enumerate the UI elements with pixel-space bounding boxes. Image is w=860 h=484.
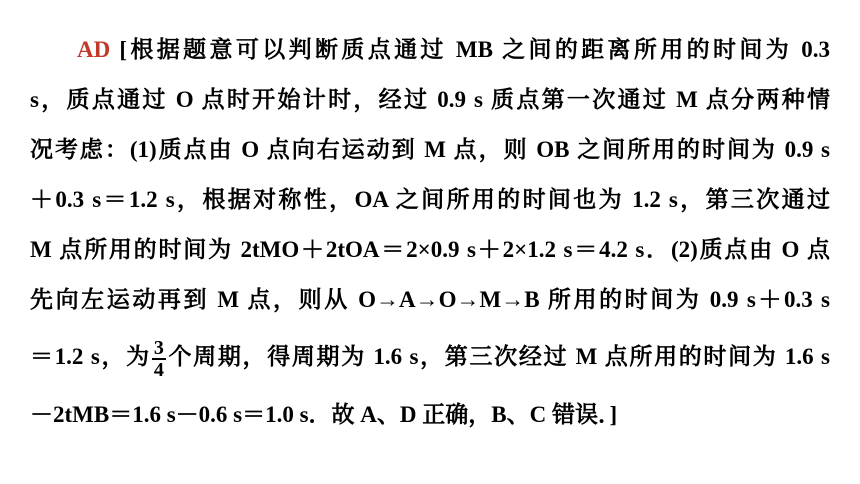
text-segment: M 点所用的时间为 2tMO＋2tOA＝2×0.9 s＋2×1.2 s＝4.2 s．(2)质点由 O 点 bbox=[30, 237, 830, 262]
answer-label: AD bbox=[77, 37, 111, 62]
text-segment: ＋0.3 s＝1.2 s，根据对称性，OA 之间所用的时间也为 1.2 s，第三次通过 bbox=[30, 187, 830, 212]
text-segment: ＝1.2 s，为 bbox=[30, 344, 151, 369]
fraction-three-quarters bbox=[152, 338, 166, 380]
text-line-5 bbox=[30, 230, 830, 270]
text-line-7 bbox=[30, 336, 830, 381]
text-line-3 bbox=[30, 130, 830, 170]
text-line-1 bbox=[77, 30, 830, 70]
text-line-4 bbox=[30, 180, 830, 220]
text-line-8 bbox=[30, 395, 830, 435]
text-segment: [根据题意可以判断质点通过 MB 之间的距离所用的时间为 0.3 bbox=[119, 37, 830, 62]
text-segment: 先向左运动再到 M 点，则从 O→A→O→M→B 所用的时间为 0.9 s＋0.3 s bbox=[30, 287, 830, 312]
text-segment: 况考虑：(1)质点由 O 点向右运动到 M 点，则 OB 之间所用的时间为 0.9 s bbox=[30, 137, 830, 162]
text-segment: s，质点通过 O 点时开始计时，经过 0.9 s 质点第一次通过 M 点分两种情 bbox=[30, 87, 830, 112]
fraction-numerator: 3 bbox=[153, 336, 164, 359]
text-line-2 bbox=[30, 80, 830, 120]
text-segment: 个周期，得周期为 1.6 s，第三次经过 M 点所用的时间为 1.6 s bbox=[166, 344, 830, 369]
text-line-6 bbox=[30, 280, 830, 320]
fraction-denominator: 4 bbox=[153, 358, 164, 381]
text-segment: －2tMB＝1.6 s－0.6 s＝1.0 s．故 A、D 正确，B、C 错误．] bbox=[30, 402, 618, 427]
